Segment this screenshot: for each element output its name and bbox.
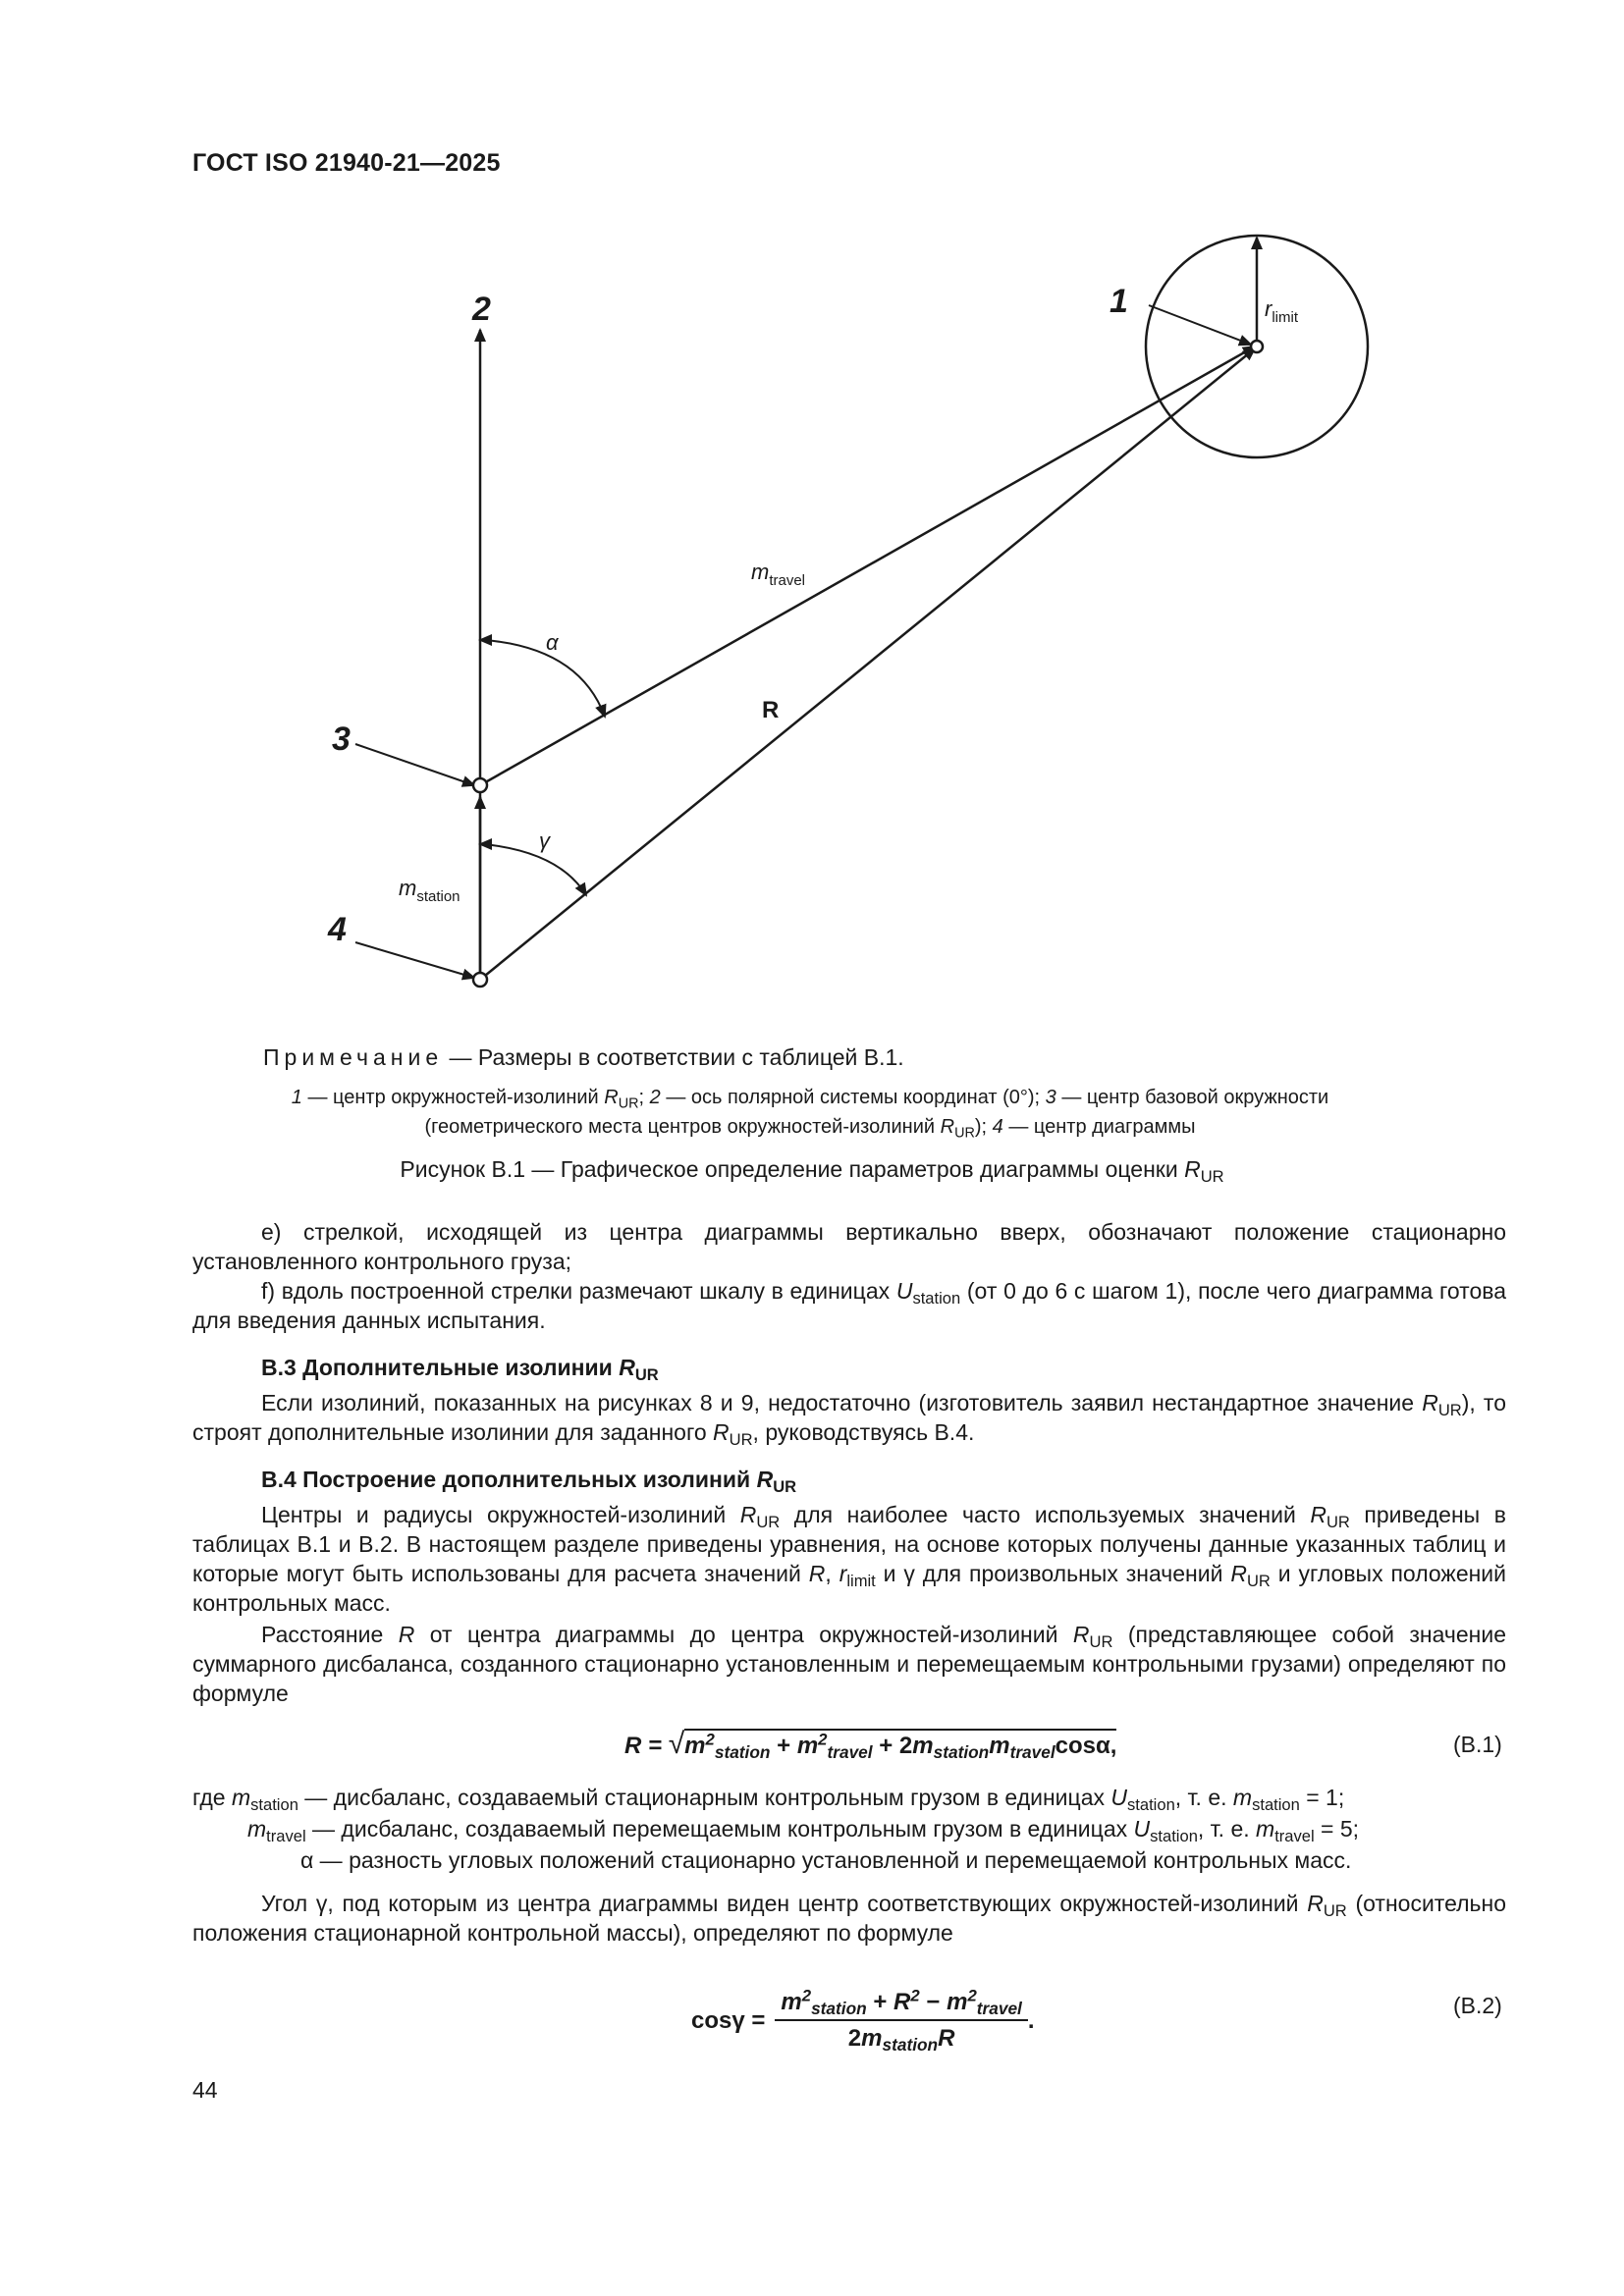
r-vector [480,348,1255,980]
label-3: 3 [332,721,351,758]
formula-b2: cosγ = $m^2_{station} + R^2 - m^2_{travel}$ $2m_{station}R$ . [691,1986,1035,2056]
note-prefix: Примечание [263,1044,444,1070]
label-m-travel: mtravel [751,560,806,589]
paragraph-f: f) вдоль построенной стрелки размечают шкалу в единицах $U_{station}$ (от 0 до 6 с шагом 1), после чего диаграмма готова для введения данных испытания. [192,1278,1506,1333]
section-b4-title: В.4 Построение дополнительных изолиний $R_{UR}$ [261,1467,797,1496]
formula-b1: $R = √m^2_{station} + m^2_{travel} + 2m_{station}m_{travel}\cos\alpha$, [624,1728,1117,1763]
leader-1 [1149,305,1251,345]
point-1 [1251,341,1263,352]
section-b3-paragraph: Если изолиний, показанных на рисунках 8 и 9, недостаточно (изготовитель заявил нестандартное значение $R_{UR}$), то строят дополнительные изолинии для заданного $R_{UR}$, руководствуясь В.4. [192,1390,1506,1449]
legend-line-1: 1 — центр окружностей-изолиний $R_{UR}$; 2 — ось полярной системы координат (0°); 3 — центр базовой окружности [291,1087,1329,1112]
leader-3 [355,744,474,785]
leader-4 [355,942,474,978]
section-b3-title: В.3 Дополнительные изолинии $R_{UR}$ [261,1355,659,1384]
figure-caption: Рисунок В.1 — Графическое определение параметров диаграммы оценки $R_{UR}$ [400,1156,1224,1186]
label-4: 4 [328,911,347,948]
section-b4-paragraph-2: Расстояние R от центра диаграммы до центра окружностей-изолиний $R_{UR}$ (представляющее собой значение суммарного дисбаланса, созданного стационарно установленным и перемещаемым контрольными грузами) определяют по формуле [192,1622,1507,1706]
paragraph-e: e) стрелкой, исходящей из центра диаграммы вертикально вверх, обозначают положение стационарно установленного контрольного груза; [192,1219,1506,1274]
where-row-1: где $m_{station}$ — дисбаланс, создаваемый стационарным контрольным грузом в единицах $U_{station}$, т. е. $m_{station} = 1$; [192,1785,1345,1814]
page-number: 44 [192,2077,218,2103]
alpha-arc [484,640,605,717]
label-r-limit: rlimit [1265,296,1298,326]
label-gamma: γ [539,828,550,853]
gamma-arc [484,844,586,895]
section-b4-paragraph-1: Центры и радиусы окружностей-изолиний $R_{UR}$ для наиболее часто используемых значений $R_{UR}$ приведены в таблицах В.1 и В.2. В настоящем разделе приведены уравнения, на основе которых получены данные указанных таблиц и которые могут быть использованы для расчета значений R, $r_{limit}$ и γ для произвольных значений $R_{UR}$ и угловых положений контрольных масс. [192,1502,1507,1616]
figure-diagram [0,0,1624,1031]
label-m-station: mstation [399,876,460,905]
figure-note [263,1044,904,1071]
formula-b1-number: (В.1) [1453,1732,1502,1757]
point-4 [473,973,487,987]
label-2: 2 [472,291,491,328]
document-header: ГОСТ ISO 21940-21—2025 [192,149,501,177]
where-row-3: α — разность угловых положений стационарно установленной и перемещаемой контрольных масс. [300,1847,1352,1873]
label-1: 1 [1110,283,1128,320]
note-text: — Размеры в соответствии с таблицей В.1. [449,1044,904,1070]
paragraph-angle: Угол γ, под которым из центра диаграммы виден центр соответствующих окружностей-изолиний $R_{UR}$ (относительно положения стационарной контрольной массы), определяют по формуле [192,1891,1506,1946]
formula-b2-number: (В.2) [1453,1993,1502,2018]
legend-line-2: (геометрического места центров окружностей-изолиний $R_{UR}$); 4 — центр диаграммы [424,1116,1196,1142]
where-row-2: $m_{travel}$ — дисбаланс, создаваемый перемещаемым контрольным грузом в единицах $U_{station}$, т. е. $m_{travel} = 5$; [247,1816,1360,1845]
label-alpha: α [546,630,559,655]
label-R: R [762,697,780,723]
point-3 [473,778,487,792]
travel-vector [480,347,1255,785]
